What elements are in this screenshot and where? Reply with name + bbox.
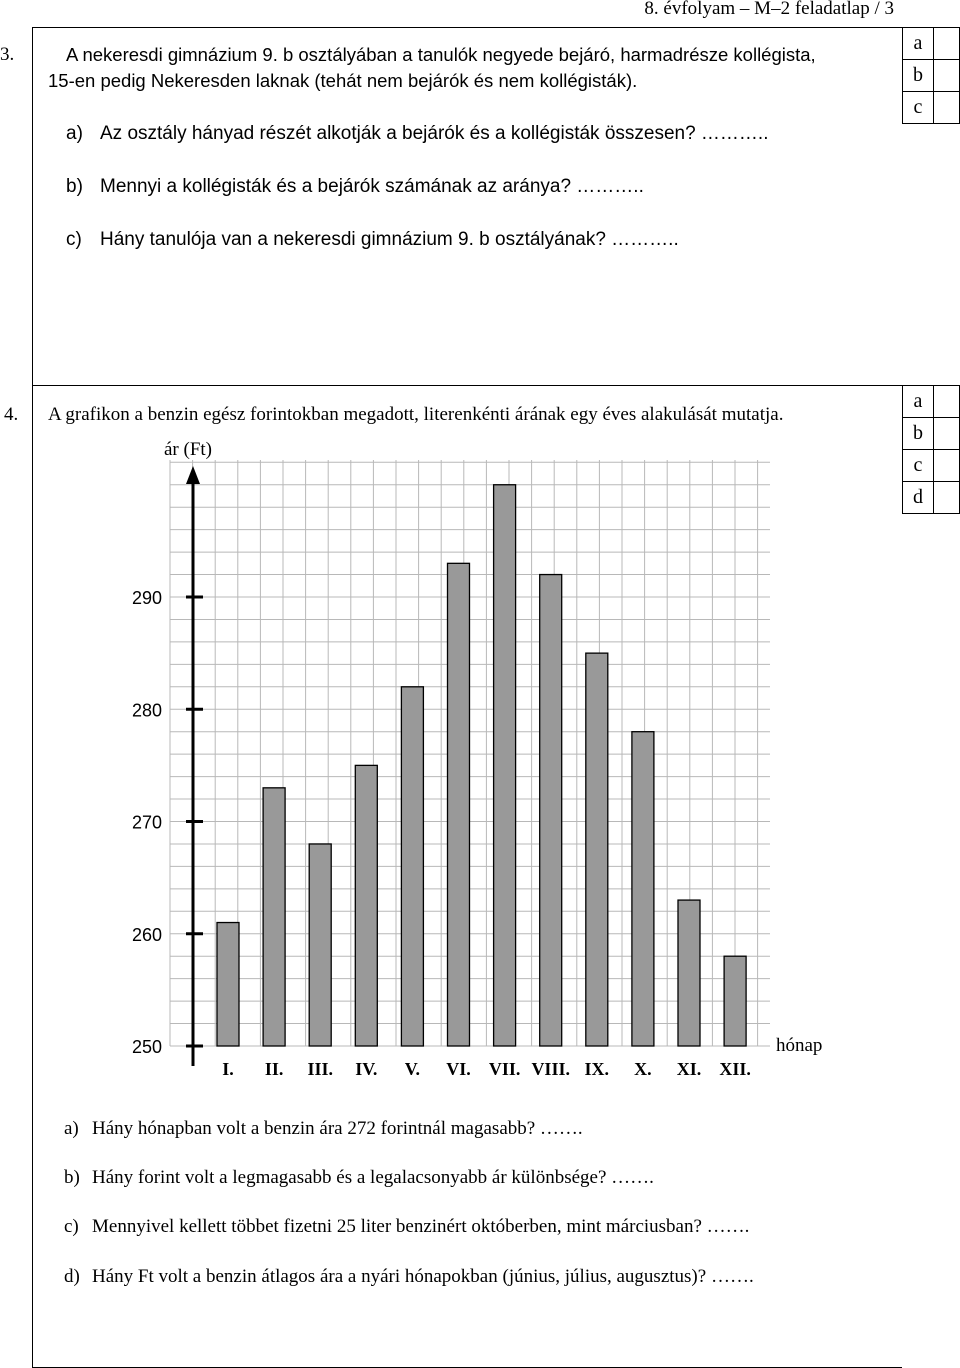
y-tick-label: 290 bbox=[132, 588, 163, 608]
score-letter: a bbox=[903, 28, 934, 59]
x-tick-label: XI. bbox=[676, 1059, 702, 1079]
task3-intro-line1: A nekeresdi gimnázium 9. b osztályában a tanulók negyede bejáró, harmadrésze kollégista, bbox=[66, 44, 816, 65]
score-letter: c bbox=[903, 92, 934, 123]
score-letter: b bbox=[903, 60, 934, 91]
question-text: Mennyivel kellett többet fizetni 25 liter benzinért októberben, mint márciusban? ……. bbox=[92, 1216, 750, 1237]
score-letter: a bbox=[903, 386, 934, 417]
question-label: b) bbox=[64, 1167, 80, 1188]
question-text: Hány forint volt a legmagasabb és a legalacsonyabb ár különbsége? ……. bbox=[92, 1167, 654, 1188]
bar-XII bbox=[724, 956, 746, 1046]
x-tick-label: VIII. bbox=[531, 1059, 570, 1079]
question-text: Hány tanulója van a nekeresdi gimnázium 9. b osztályának? ……….. bbox=[100, 229, 679, 250]
bar-IV bbox=[355, 765, 377, 1046]
question-text: Az osztály hányad részét alkotják a bejárók és a kollégisták összesen? ……….. bbox=[100, 123, 769, 144]
score-letter: d bbox=[903, 482, 934, 513]
y-tick-label: 250 bbox=[132, 1037, 163, 1057]
question-label: d) bbox=[64, 1266, 80, 1287]
question-text: Hány Ft volt a benzin átlagos ára a nyári hónapokban (június, július, augusztus)? ……. bbox=[92, 1266, 754, 1287]
y-axis-arrow bbox=[186, 466, 200, 484]
x-tick-label: III. bbox=[307, 1059, 333, 1079]
x-tick-label: VI. bbox=[446, 1059, 471, 1079]
bar-VI bbox=[448, 563, 470, 1046]
task4-intro: A grafikon a benzin egész forintokban megadott, literenkénti árának egy éves alakulását mutatja. bbox=[48, 404, 784, 425]
question-text: Mennyi a kollégisták és a bejárók számának az aránya? ……….. bbox=[100, 176, 644, 197]
page-header: 8. évfolyam – M–2 feladatlap / 3 bbox=[644, 0, 894, 19]
bar-XI bbox=[678, 900, 700, 1046]
bar-VIII bbox=[540, 575, 562, 1046]
y-tick-label: 280 bbox=[132, 700, 163, 721]
bar-V bbox=[401, 687, 423, 1046]
task3-number: 3. bbox=[0, 44, 15, 65]
bar-VII bbox=[494, 485, 516, 1046]
question-label: c) bbox=[64, 1216, 79, 1237]
bar-I bbox=[217, 923, 239, 1046]
score-letter: b bbox=[903, 418, 934, 449]
question-text: Hány hónapban volt a benzin ára 272 forintnál magasabb? ……. bbox=[92, 1118, 583, 1139]
task4-question-a bbox=[64, 1118, 583, 1140]
task4-question-d bbox=[64, 1266, 754, 1288]
bar-IX bbox=[586, 653, 608, 1046]
x-tick-label: V. bbox=[404, 1059, 420, 1079]
x-tick-label: I. bbox=[222, 1059, 234, 1079]
question-label: b) bbox=[66, 176, 83, 197]
question-label: c) bbox=[66, 229, 82, 250]
x-axis-title: hónap bbox=[776, 1035, 823, 1056]
task4-question-c bbox=[64, 1216, 749, 1238]
task3-intro-line2: 15-en pedig Nekeresden laknak (tehát nem bejárók és nem kollégisták). bbox=[48, 70, 638, 91]
x-tick-label: XII. bbox=[719, 1059, 751, 1079]
bar-II bbox=[263, 788, 285, 1046]
task4-question-b bbox=[64, 1167, 654, 1189]
y-axis-title: ár (Ft) bbox=[164, 439, 213, 460]
x-tick-label: IV. bbox=[355, 1059, 378, 1079]
bar-X bbox=[632, 732, 654, 1046]
x-tick-label: X. bbox=[634, 1059, 652, 1079]
y-tick-label: 270 bbox=[132, 812, 163, 833]
x-tick-label: VII. bbox=[488, 1059, 521, 1079]
x-tick-label: IX. bbox=[584, 1059, 610, 1079]
task4-number: 4. bbox=[4, 404, 19, 425]
x-tick-label: II. bbox=[264, 1059, 284, 1079]
bar-III bbox=[309, 844, 331, 1046]
y-tick-label: 260 bbox=[132, 924, 163, 945]
question-label: a) bbox=[64, 1118, 79, 1139]
question-label: a) bbox=[66, 123, 83, 144]
score-letter: c bbox=[903, 450, 934, 481]
